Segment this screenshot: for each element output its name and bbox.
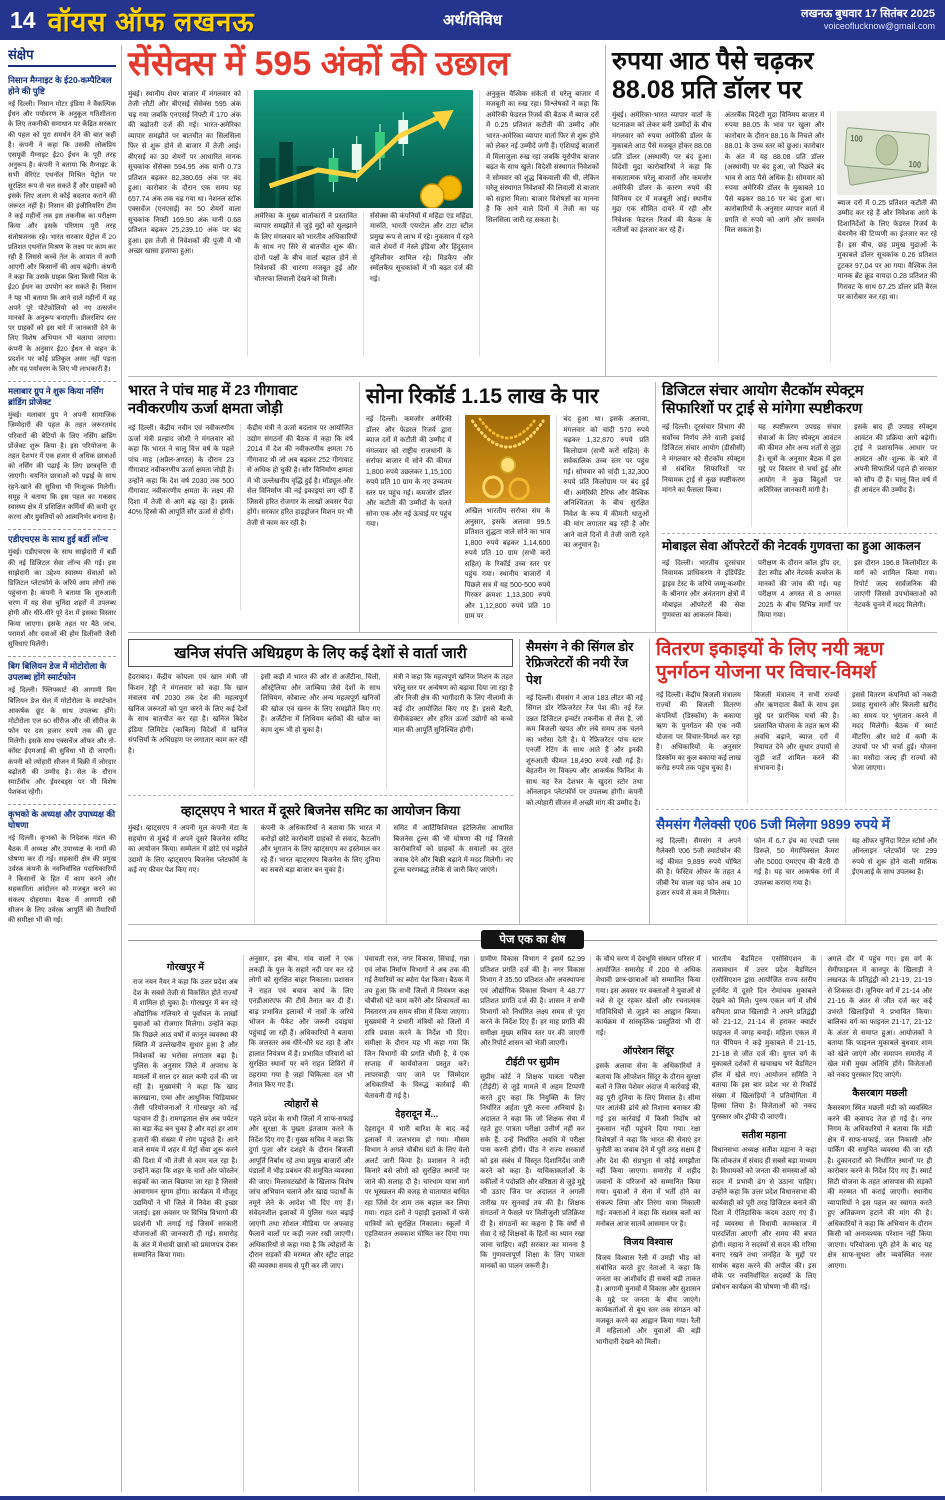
sensex-body	[128, 90, 599, 356]
discom-headline-line1: वितरण इकाइयों के लिए नयी ऋण	[656, 639, 884, 660]
gold-jewellery-image	[465, 415, 551, 503]
continued-paragraph: ग्रामीण विकास विभाग ने इसमें 62.99 प्रतिशत प्रगति दर्ज की है। नगर विकास विभाग ने 35.50 प्रतिशत और अवस्थापना एवं औद्योगिक विकास विभाग ने 48.77 प्रतिशत प्रगति दर्ज की है। शासन ने सभी विभागों को निर्धारित लक्ष्य समय से पूरा करने के निर्देश दिए हैं। हर माह प्रगति की समीक्षा मुख्य सचिव स्तर पर की जाएगी और रिपोर्ट शासन को भेजी जाएगी।	[480, 956, 585, 1047]
main-articles-area	[128, 45, 937, 1492]
article-text-column: केंद्रीय मंत्री ने ऊर्जा बदलाव पर आयोजित उद्योग संगठनों की बैठक में कहा कि वर्ष 2014 में देश की नवीकरणीय क्षमता 76 गीगावाट थी जो अब बढ़कर 252 गीगावाट से अधिक हो चुकी है। सौर विनिर्माण क्षमता में भी उल्लेखनीय वृद्धि हुई है। मॉड्यूल और सेल विनिर्माण की नई इकाइयां लग रही हैं जिससे हरित रोजगार के लाखों अवसर पैदा होंगे। सरकार हरित हाइड्रोजन मिशन पर भी तेजी से काम कर रही है।	[240, 424, 353, 610]
discom-body	[656, 691, 937, 803]
renewable-headline-line1: भारत ने पांच माह में 23 गीगावाट	[128, 383, 298, 399]
continued-paragraph: विजय विश्वास रैली में उमड़ी भीड़ को संबोधित करते हुए नेताओं ने कहा कि जनता का आशीर्वाद ही सबसे बड़ी ताकत है। आगामी चुनावों में विकास और सुशासन के मुद्दे पर जनता के बीच जाएंगे। कार्यकर्ताओं से बूथ स्तर तक संगठन को मजबूत करने का आह्वान किया गया। रैली में महिलाओं और युवाओं की बड़ी भागीदारी देखने को मिली।	[595, 1254, 701, 1346]
brief-headline: निसान मैग्नाइट के ई20-कम्पैटिबल होने की पुष्टि	[8, 75, 112, 97]
article-text-column: कंपनी के अधिकारियों ने बताया कि भारत में करोड़ों छोटे कारोबारी ग्राहकों से संवाद, कैटलॉग और भुगतान के लिए व्हाट्सएप का इस्तेमाल कर रहे हैं। भारत व्हाट्सएप बिजनेस के लिए दुनिया का सबसे बड़ा बाजार बन चुका है।	[254, 824, 381, 924]
brief-item	[8, 657, 116, 805]
article-renewable-energy	[128, 382, 360, 632]
second-story-row	[128, 377, 937, 633]
brief-body: मुंबई। मलाबार ग्रुप ने अपनी सामाजिक जिम्मेदारी की पहल के तहत जरूरतमंद परिवारों की बेटियों के लिए नर्सिंग ब्रांडिंग प्रोजेक्ट शुरू किया है। इस परियोजना के तहत देशभर में एक हजार से अधिक छात्राओं को नर्सिंग की पढ़ाई के लिए छात्रवृत्ति दी जाएगी। चयनित छात्राओं को पढ़ाई के साथ रहने-खाने की सुविधा भी निःशुल्क मिलेगी। समूह ने बताया कि इस पहल का मकसद स्वास्थ्य क्षेत्र में प्रशिक्षित कर्मियों की कमी दूर करना और युवतियों को आत्मनिर्भर बनाना है।	[8, 412, 116, 522]
brief-headline: एडीएचएस के साथ हुई बर्डी लॉन्च	[8, 534, 109, 545]
whatsapp-headline: व्हाट्सएप ने भारत में दूसरे बिजनेस समिट का आयोजन किया	[128, 795, 513, 819]
continued-subhead: विजय विश्वास	[623, 1237, 673, 1249]
continued-subhead: सतीश महाना	[741, 1130, 787, 1141]
continued-column	[706, 955, 822, 1492]
article-dcc-and-network	[656, 382, 937, 632]
network-body	[662, 559, 937, 632]
article-text-column: अमेरिका के मुख्य वार्ताकारों ने प्रस्तावित व्यापार समझौते से जुड़े मुद्दों को सुलझाने के लिए मंगलवार को भारतीय अधिकारियों के साथ नए सिरे से बातचीत शुरू की। दोनों पक्षों के बीच वार्ता बहाल होने से निवेशकों की धारणा मजबूत हुई और चौतरफा लिवाली देखने को मिली।	[254, 212, 357, 283]
brief-headline: कृभको के अध्यक्ष और उपाध्यक्ष की घोषणा	[8, 809, 116, 831]
article-text-column: नई दिल्ली। भारतीय दूरसंचार नियामक प्राधिकरण ने इंडिपेंडेंट ड्राइव टेस्ट के जरिये जम्मू-कश्मीर के श्रीनगर और अनंतनाग क्षेत्रों में मोबाइल ऑपरेटरों की सेवा गुणवत्ता का आकलन किया।	[662, 559, 745, 620]
network-headline: मोबाइल सेवा ऑपरेटरों की नेटवर्क गुणवत्ता का हुआ आकलन	[662, 533, 937, 555]
minerals-headline: खनिज संपत्ति अधिग्रहण के लिए कई देशों से वार्ता जारी	[128, 639, 513, 667]
discom-headline	[656, 639, 937, 685]
rupee-image-column	[830, 111, 937, 363]
continued-column	[358, 955, 474, 1492]
article-text-column: इसके बाद ही उपग्रह स्पेक्ट्रम आवंटन की प्रक्रिया आगे बढ़ेगी। ट्राई ने प्रशासनिक आधार पर आवंटन और शुल्क के बारे में अपनी सिफारिशें पहले ही सरकार को सौंप दी हैं। चालू वित्त वर्ष में ही आवंटन की उम्मीद है।	[847, 423, 937, 527]
briefs-column	[8, 45, 122, 1492]
brief-item	[8, 530, 116, 657]
continued-label: पेज एक का शेष	[481, 930, 583, 949]
article-text-column: मंत्री ने कहा कि महत्वपूर्ण खनिज मिशन के तहत घरेलू स्तर पर अन्वेषण को बढ़ावा दिया जा रहा है और निजी क्षेत्र की भागीदारी के लिए नीलामी के कई दौर आयोजित किए गए हैं। इससे बैटरी, सेमीकंडक्टर और हरित ऊर्जा उद्योगों को कच्चे माल की आपूर्ति सुनिश्चित होगी।	[386, 673, 513, 789]
continued-paragraph: इसके अलावा सेना के अधिकारियों ने बताया कि ऑपरेशन सिंदूर के दौरान सुरक्षा बलों ने जिस पेशेवर अंदाज में कार्रवाई की, वह पूरी दुनिया के लिए मिसाल है। सीमा पार आतंकी ढांचे को निशाना बनाकर की गई इस कार्रवाई में किसी निर्दोष को नुकसान नहीं पहुंचने दिया गया। रक्षा विशेषज्ञों ने कहा कि भारत की सेनाएं हर चुनौती का जवाब देने में पूरी तरह सक्षम हैं और देश की संप्रभुता से कोई समझौता नहीं किया जाएगा। समारोह में शहीद जवानों के परिजनों को सम्मानित किया गया। युवाओं ने सेना में भर्ती होने का संकल्प लिया और तिरंगा यात्रा निकाली गई। वक्ताओं ने कहा कि सशस्त्र बलों का मनोबल आज सातवें आसमान पर है।	[595, 1063, 701, 1228]
contact-email: voiceoflucknow@gmail.com	[823, 21, 935, 32]
sensex-middle-columns	[254, 212, 473, 356]
whatsapp-body	[128, 824, 513, 924]
page-content	[0, 40, 945, 1492]
sensex-headline: सेंसेक्स में 595 अंकों की उछाल	[128, 45, 510, 83]
renewable-body	[128, 424, 353, 610]
continued-paragraph: पहले प्रदेश के सभी जिलों में साफ-सफाई और सुरक्षा के पुख्ता इंतजाम करने के निर्देश दिए गए हैं। मुख्य सचिव ने कहा कि दुर्गा पूजा और दशहरे के दौरान बिजली आपूर्ति निर्बाध रहे तथा प्रमुख बाजारों और पंडालों में भीड़ प्रबंधन की समुचित व्यवस्था की जाए। मिलावटखोरों के खिलाफ विशेष जांच अभियान चलाने और खाद्य पदार्थों के नमूने लेने के आदेश भी दिए गए हैं। संवेदनशील इलाकों में पुलिस गश्त बढ़ाई जाएगी तथा सोशल मीडिया पर अफवाह फैलाने वालों पर कड़ी नजर रखी जाएगी। अधिकारियों से कहा गया है कि त्योहारों के दौरान सड़कों की मरम्मत और स्ट्रीट लाइट की व्यवस्था समय से पूरी कर ली जाए।	[248, 1115, 354, 1270]
dateline-block	[801, 8, 935, 33]
minerals-body	[128, 673, 513, 789]
continued-paragraph: देहरादून में भारी बारिश के बाद कई इलाकों में जलभराव हो गया। मौसम विभाग ने अगले चौबीस घंटों के लिए येलो अलर्ट जारी किया है। प्रशासन ने नदी किनारे बसे लोगों को सुरक्षित स्थानों पर जाने की सलाह दी है। चारधाम यात्रा मार्ग पर भूस्खलन की वजह से यातायात बाधित रहा जिसे देर शाम तक बहाल कर लिया गया। राहत दलों ने पहाड़ी इलाकों में फंसे यात्रियों को सुरक्षित निकाला। स्कूलों में एहतियातन अवकाश घोषित कर दिया गया है।	[364, 1126, 470, 1249]
brief-item	[8, 71, 116, 382]
article-text-column: नई दिल्ली। दूरसंचार विभाग की सर्वोच्च निर्णय लेने वाली इकाई डिजिटल संचार आयोग (डीसीसी) ने मंगलवार को सैटकॉम स्पेक्ट्रम से संबंधित सिफारिशों पर नियामक ट्राई से कुछ स्पष्टीकरण मांगने का फैसला किया।	[662, 424, 745, 495]
article-minerals-and-whatsapp	[128, 639, 520, 924]
continued-paragraph: भारतीय बैडमिंटन एसोसिएशन के तत्वावधान में उत्तर प्रदेश बैडमिंटन एसोसिएशन द्वारा आयोजित राज्य स्तरीय टूर्नामेंट में दूसरे दिन रोमांचक मुकाबले देखने को मिले। पुरुष एकल वर्ग में शीर्ष वरीयता प्राप्त खिलाड़ी ने अपने प्रतिद्वंद्वी को 21-12, 21-14 से हराकर क्वार्टर फाइनल में जगह बनाई। महिला एकल में गत चैंपियन ने कड़े मुकाबले में 21-15, 21-18 से जीत दर्ज की। युगल वर्ग के मुकाबले दर्शकों से खचाखच भरे बैडमिंटन हॉल में खेले गए। आयोजन समिति ने बताया कि इस बार प्रदेश भर से रिकॉर्ड संख्या में खिलाड़ियों ने प्रतियोगिता में हिस्सा लिया है। विजेताओं को नकद पुरस्कार और ट्रॉफी दी जाएगी।	[711, 956, 817, 1121]
galaxy-body	[656, 837, 937, 924]
article-discom-and-galaxy	[650, 639, 937, 924]
brief-headline: मलाबार ग्रुप ने शुरू किया नर्सिंग ब्रांडिंग प्रोजेक्ट	[8, 386, 104, 408]
renewable-headline-line2: नवीकरणीय ऊर्जा क्षमता जोड़ी	[128, 401, 283, 418]
bottom-border	[0, 1496, 945, 1500]
briefs-header: संक्षेप	[8, 45, 116, 67]
dcc-headline-line1: डिजिटल संचार आयोग सैटकॉम स्पेक्ट्रम	[662, 383, 864, 399]
article-samsung-fridge	[520, 639, 650, 924]
article-text-column: फोन में 6.7 इंच का एचडी प्लस डिस्प्ले, 50 मेगापिक्सल कैमरा और 5000 एमएएच की बैटरी दी गई है। यह चार आकर्षक रंगों में उपलब्ध कराया गया है।	[747, 837, 839, 924]
continued-paragraph: अगले दौर में पहुंच गए। इस वर्ग के सेमीफाइनल में कानपुर के खिलाड़ी ने लखनऊ के प्रतिद्वंद्वी को 21-19, 21-19 से शिकस्त दी। जूनियर वर्ग में 21-14 और 21-16 के अंतर से जीत दर्ज कर कई उभरते खिलाड़ियों ने प्रभावित किया। बालिका वर्ग का फाइनल 21-17, 21-12 के अंतर से समाप्त हुआ। आयोजकों ने बताया कि फाइनल मुकाबले बुधवार शाम को खेले जाएंगे और समापन समारोह में खेल मंत्री मुख्य अतिथि होंगे। विजेताओं को नकद पुरस्कार दिए जाएंगे।	[827, 956, 933, 1079]
dateline: लखनऊ बुधवार 17 सितंबर 2025	[801, 7, 935, 20]
continued-subhead: टीईटी पर सुप्रीम	[505, 1056, 560, 1068]
gold-headline: सोना रिकॉर्ड 1.15 लाख के पार	[366, 385, 599, 408]
top-story-row	[128, 45, 937, 377]
continued-from-page-one	[128, 925, 937, 1492]
continued-subhead: गोरखपुर में	[166, 962, 204, 973]
article-text-column: समिट में आर्टिफिशियल इंटेलिजेंस आधारित बिजनेस टूल्स की भी घोषणा की गई जिससे कारोबारियों को ग्राहकों के सवालों का तुरंत जवाब देने और बिक्री बढ़ाने में मदद मिलेगी। नए टूल्स चरणबद्ध तरीके से जारी किए जाएंगे।	[386, 824, 513, 924]
rupee-body	[612, 111, 937, 363]
sensex-image-and-text	[247, 90, 473, 356]
continued-paragraph: के चौथे चरण में देवभूमि संस्थान परिसर में आयोजित समारोह में 200 से अधिक मेधावी छात्र-छात्राओं को सम्मानित किया गया। इस अवसर पर वक्ताओं ने युवाओं से नशे से दूर रहकर खेलों और रचनात्मक गतिविधियों से जुड़ने का आह्वान किया। कार्यक्रम में सांस्कृतिक प्रस्तुतियां भी दी गईं।	[595, 956, 701, 1037]
article-sensex	[128, 45, 606, 376]
continued-column	[590, 955, 706, 1492]
gold-body	[366, 415, 649, 623]
article-text-column: मुंबई। व्हाट्सएप ने अपनी मूल कंपनी मेटा के सहयोग से मुंबई में अपने दूसरे बिजनेस समिट का आयोजन किया। सम्मेलन में छोटे एवं मझोले उद्यमों के लिए व्हाट्सएप बिजनेस प्लेटफॉर्म के कई नए फीचर पेश किए गए।	[128, 825, 248, 874]
article-text-column: अखिल भारतीय सर्राफा संघ के अनुसार, इसके अलावा 99.5 प्रतिशत शुद्धता वाले सोने का भाव 1,800 रुपये बढ़कर 1,14,600 रुपये प्रति 10 ग्राम (सभी करों सहित) के रिकॉर्ड उच्च स्तर पर पहुंच गया। स्थानीय बाजारों में पिछले सत्र में यह 500-500 रुपये गिरकर क्रमशः 1,13,300 रुपये और 1,12,800 रुपये प्रति 10 ग्राम पर	[464, 508, 551, 620]
continued-subhead: कैसरबाग मछली	[852, 1088, 908, 1099]
continued-column	[474, 955, 590, 1492]
renewable-headline	[128, 382, 353, 418]
article-text-column: नई दिल्ली। सैमसंग ने अपने गैलेक्सी ए06 5जी स्मार्टफोन की नई कीमत 9,899 रुपये घोषित की है। फेस्टिव ऑफर के तहत 4 जीबी रैम वाला यह फोन अब 10 हजार रुपये से कम में मिलेगा।	[656, 837, 741, 898]
brief-item	[8, 382, 116, 530]
continued-columns	[128, 955, 937, 1492]
dollar-denomination: 100	[908, 158, 922, 170]
article-text-column: हैदराबाद। केंद्रीय कोयला एवं खान मंत्री जी किशन रेड्डी ने मंगलवार को कहा कि खान मंत्रालय वर्ष 2030 तक देश की महत्वपूर्ण खनिज जरूरतों को पूरा करने के लिए कई देशों के साथ बातचीत कर रहा है। खनिज बिदेश इंडिया लिमिटेड (काबिल) विदेशों में खनिज संपत्तियों के अधिग्रहण पर लगातार काम कर रही है।	[128, 674, 248, 755]
continued-paragraph: सुप्रीम कोर्ट ने शिक्षक पात्रता परीक्षा (टीईटी) से जुड़े मामले में अहम टिप्पणी करते हुए कहा कि नियुक्ति के लिए निर्धारित अर्हता पूरी करना अनिवार्य है। अदालत ने कहा कि जो शिक्षक सेवा में रहते हुए पात्रता परीक्षा उत्तीर्ण नहीं कर सके हैं, उन्हें निर्धारित अवधि में परीक्षा पास करनी होगी। पीठ ने राज्य सरकारों को इस संबंध में विस्तृत दिशानिर्देश जारी करने को कहा है। याचिकाकर्ताओं के वकीलों ने पदोन्नति और वरिष्ठता से जुड़े मुद्दे भी उठाए जिन पर अदालत ने अगली तारीख पर सुनवाई तय की है। शिक्षक संगठनों ने फैसले पर मिलीजुली प्रतिक्रिया दी है। संगठनों का कहना है कि वर्षों से सेवा दे रहे शिक्षकों के हितों का ध्यान रखा जाना चाहिए। वहीं सरकार का मानना है कि गुणवत्तापूर्ण शिक्षा के लिए पात्रता मानकों का पालन जरूरी है।	[480, 1073, 585, 1270]
continued-divider	[128, 930, 937, 949]
continued-column	[128, 955, 243, 1492]
article-text-column: यह स्पष्टीकरण उपग्रह संचार सेवाओं के लिए स्पेक्ट्रम आवंटन की कीमत और अन्य शर्तों से जुड़ा है। सूत्रों के अनुसार बैठक में इस मुद्दे पर विस्तार से चर्चा हुई और आयोग ने कुछ बिंदुओं पर अतिरिक्त जानकारी मांगी है।	[751, 423, 841, 527]
article-text-column: इस दौरान 196.8 किलोमीटर के मार्ग को शामिल किया गया। रिपोर्ट जल्द सार्वजनिक की जाएगी जिससे उपभोक्ताओं को नेटवर्क चुनने में मदद मिलेगी।	[847, 559, 937, 632]
continued-paragraph: राज नयन नैयर ने कहा कि उत्तर प्रदेश अब देश के सबसे तेजी से विकसित होते राज्यों में शामिल हो चुका है। गोरखपुर में बन रहे औद्योगिक गलियारे से पूर्वांचल के लाखों युवाओं को रोजगार मिलेगा। उन्होंने कहा कि पिछले आठ वर्षों में कानून व्यवस्था की स्थिति में उल्लेखनीय सुधार हुआ है और निवेशकों का भरोसा लगातार बढ़ा है। पुलिस के अनुसार जिले में अपराध के मामलों में साल दर साल कमी दर्ज की जा रही है। मुख्यमंत्री ने कहा कि खाद कारखाना, एम्स और आधुनिक चिड़ियाघर जैसी परियोजनाओं ने गोरखपुर को नई पहचान दी है। रामगढ़ताल क्षेत्र अब पर्यटन का बड़ा केंद्र बन चुका है और यहां हर शाम हजारों की संख्या में लोग पहुंचते हैं। आने वाले समय में शहर में मेट्रो सेवा शुरू करने की दिशा में भी तेजी से काम चल रहा है। उन्होंने कहा कि शहर के चारों ओर फोरलेन सड़कों का जाल बिछाया जा रहा है जिससे आवागमन सुगम होगा। कार्यक्रम में मौजूद उद्यमियों ने भी जिले में निवेश की इच्छा जताई। इस अवसर पर विभिन्न विभागों की प्रदर्शनी भी लगाई गई जिसमें सरकारी योजनाओं की जानकारी दी गई। समारोह के अंत में मेधावी छात्रों को प्रमाणपत्र देकर सम्मानित किया गया।	[133, 979, 238, 1260]
masthead-bar	[0, 0, 945, 40]
page-number: 14	[10, 6, 36, 33]
article-text-column: मुंबई। अमेरिका-भारत व्यापार वार्ता के घटनाक्रम को लेकर बनी उम्मीदों के बीच मंगलवार को रुपया अमेरिकी डॉलर के मुकाबले आठ पैसे मजबूत होकर 88.08 प्रति डॉलर (अस्थायी) पर बंद हुआ। विदेशी मुद्रा कारोबारियों ने कहा कि सकारात्मक घरेलू बाजारों और कमजोर अमेरिकी डॉलर के कारण रुपये की विनिमय दर में मजबूती आई। स्थानीय मुद्रा एक सीमित दायरे में रही और निवेशक फेडरल रिजर्व की बैठक के नतीजों का इंतजार कर रहे हैं।	[612, 111, 712, 234]
gold-image-column	[458, 415, 551, 623]
continued-paragraph: विधानसभा अध्यक्ष सतीश महाना ने कहा कि लोकतंत्र में संवाद ही सबसे बड़ा माध्यम है। विधायकों को जनता की समस्याओं को सदन में प्रभावी ढंग से उठाना चाहिए। उन्होंने कहा कि उत्तर प्रदेश विधानसभा की कार्यवाही को पूरी तरह डिजिटल बनाने की दिशा में ऐतिहासिक कदम उठाए गए हैं। नई व्यवस्था से विधायी कामकाज में पारदर्शिता आएगी और समय की बचत होगी। महाना ने सदस्यों से सदन की गरिमा बनाए रखने तथा जनहित के मुद्दों पर सार्थक बहस करने की अपील की। इस मौके पर नवनिर्वाचित सदस्यों के लिए प्रबोधन कार्यक्रम की घोषणा भी की गई।	[711, 1147, 817, 1291]
article-text-column: ब्याज दरों में 0.25 प्रतिशत कटौती की उम्मीद कर रहे हैं और निवेशक आगे के दिशानिर्देशों के लिए फेडरल रिजर्व के चेयरमैन की टिप्पणी का इंतजार कर रहे हैं। इस बीच, छह प्रमुख मुद्राओं के मुकाबले डॉलर सूचकांक 0.26 प्रतिशत टूटकर 97.04 पर आ गया। वैश्विक तेल मानक ब्रेंट क्रूड वायदा 0.28 प्रतिशत की गिरावट के साथ 67.25 डॉलर प्रति बैरल पर कारोबार कर रहा था।	[837, 199, 937, 301]
article-text-column: नई दिल्ली। सैमसंग ने आज 183 लीटर की नई सिंगल डोर रेफ्रिजरेटर रेंज पेश की। नई रेंज उन्नत डिजिटल इन्वर्टर तकनीक से लैस है, जो कम बिजली खपत और लंबे समय तक चलने का भरोसा देती है। ये रेफ्रिजरेटर पांच स्टार एनर्जी रेटिंग के साथ आते हैं और इनकी शुरुआती कीमत 18,490 रुपये रखी गई है। बेहतरीन रंग विकल्प और आकर्षक फिनिश के साथ यह रेंज देशभर के खुदरा स्टोर तथा ऑनलाइन प्लेटफॉर्म पर उपलब्ध होगी। कंपनी को त्योहारी सीजन में अच्छी मांग की उम्मीद है।	[526, 694, 643, 807]
third-story-row	[128, 633, 937, 925]
discom-headline-line2: पुनर्गठन योजना पर विचार-विमर्श	[656, 661, 876, 683]
rupee-headline-line1: रुपया आठ पैसे चढ़कर	[612, 47, 814, 75]
article-text-column: अंतरबैंक विदेशी मुद्रा विनिमय बाजार में रुपया 88.05 के भाव पर खुला और कारोबार के दौरान 88.16 के निचले और 88.01 के उच्च स्तर को छुआ। कारोबार के अंत में यह 88.08 प्रति डॉलर (अस्थायी) पर बंद हुआ, जो पिछले बंद भाव से आठ पैसे अधिक है। सोमवार को रुपया अमेरिकी डॉलर के मुकाबले 10 पैसे बढ़कर 88.16 पर बंद हुआ था। कारोबारियों के अनुसार व्यापार वार्ता में प्रगति से रुपये को आगे और समर्थन मिल सकता है।	[718, 111, 825, 363]
article-text-column: बिजली मंत्रालय ने सभी राज्यों और ऋणदाता बैंकों के साथ इस मुद्दे पर प्रारंभिक चर्चा की है। प्रस्तावित योजना के तहत ऋण की अवधि बढ़ाने, ब्याज दरों में रियायत देने और सुधार उपायों से जुड़ी शर्तें शामिल करने की संभावना है।	[747, 691, 839, 803]
article-text-column: नई दिल्ली। केंद्रीय नवीन एवं नवीकरणीय ऊर्जा मंत्री प्रल्हाद जोशी ने मंगलवार को कहा कि भारत ने चालू वित्त वर्ष के पहले पांच माह (अप्रैल-अगस्त) के दौरान 23 गीगावाट नवीकरणीय ऊर्जा क्षमता जोड़ी है। उन्होंने कहा कि देश वर्ष 2030 तक 500 गीगावाट नवीकरणीय क्षमता के लक्ष्य की दिशा में तेजी से आगे बढ़ रहा है। इसके 40% हिस्से की आपूर्ति सौर ऊर्जा से होगी।	[128, 425, 234, 517]
article-rupee	[606, 45, 937, 376]
galaxy-headline: सैमसंग गैलेक्सी ए06 5जी मिलेगा 9899 रुपये में	[656, 809, 937, 833]
fridge-headline: सैमसंग ने की सिंगल डोर रेफ्रिजरेटरों की नयी रेंज पेश	[526, 640, 634, 687]
article-text-column: अनुकूल वैश्विक संकेतों से घरेलू बाजार में मजबूती का रुख रहा। विश्लेषकों ने कहा कि अमेरिकी फेडरल रिजर्व की बैठक में ब्याज दरों में 0.25 प्रतिशत कटौती की उम्मीद और भारत-अमेरिका व्यापार वार्ता फिर से शुरू होने को लेकर नई उम्मीदें जगी हैं। एशियाई बाजारों में मिलाजुला रुख रहा जबकि यूरोपीय बाजार बढ़त के साथ खुले। विदेशी संस्थागत निवेशकों ने सोमवार को शुद्ध बिकवाली की थी, लेकिन घरेलू संस्थागत निवेशकों की लिवाली से बाजार को सहारा मिला। बाजार विशेषज्ञों का मानना है कि आने वाले दिनों में तेजी का यह सिलसिला जारी रह सकता है।	[479, 90, 599, 356]
article-text-column: बंद हुआ था। इसके अलावा, मंगलवार को चांदी 570 रुपये चढ़कर 1,32,870 रुपये प्रति किलोग्राम (सभी करों सहित) के सर्वकालिक उच्च स्तर पर पहुंच गई। सोमवार को चांदी 1,32,300 रुपये प्रति किलोग्राम पर बंद हुई थी। अमेरिकी टैरिफ और वैश्विक अनिश्चितता के बीच सुरक्षित निवेश के रूप में कीमती धातुओं की मांग लगातार बढ़ रही है और आने वाले दिनों में तेजी जारी रहने का अनुमान है।	[556, 415, 649, 623]
dcc-headline	[662, 382, 937, 418]
article-text-column: इसी कड़ी में भारत की ओर से अर्जेंटीना, चिली, ऑस्ट्रेलिया और जाम्बिया जैसे देशों के साथ लिथियम, कोबाल्ट और अन्य महत्वपूर्ण खनिजों की खोज एवं खनन के लिए समझौते किए गए हैं। अर्जेंटीना में लिथियम ब्लॉकों की खोज का काम शुरू भी हो चुका है।	[254, 673, 381, 789]
stock-market-image	[254, 90, 473, 208]
article-text-column: नई दिल्ली। केंद्रीय बिजली मंत्रालय राज्यों की बिजली वितरण कंपनियों (डिस्कॉम) के बकाया ऋण के पुनर्गठन की एक नयी योजना पर विचार-विमर्श कर रहा है। अधिकारियों के अनुसार डिस्कॉम का कुल बकाया कई लाख करोड़ रुपये तक पहुंच चुका है।	[656, 691, 741, 773]
continued-paragraph: अनुसार, इस बीच, गांव वालों ने एक लकड़ी के पुल के सहारे नदी पार कर रहे लोगों को सुरक्षित बाहर निकाला। प्रशासन ने राहत एवं बचाव कार्य के लिए एनडीआरएफ की टीमें तैनात कर दी हैं। बाढ़ प्रभावित इलाकों में नावों के जरिये भोजन के पैकेट और जरूरी दवाइयां पहुंचाई जा रही हैं। अधिकारियों ने बताया कि जलस्तर अब धीरे-धीरे घट रहा है और हालात नियंत्रण में हैं। प्रभावित परिवारों को सुरक्षित स्थानों पर बने राहत शिविरों में ठहराया गया है जहां चिकित्सा दल भी तैनात किए गए हैं।	[248, 956, 354, 1089]
article-text-column: परीक्षण के दौरान कॉल ड्रॉप दर, डेटा स्पीड और नेटवर्क कवरेज के मानकों की जांच की गई। यह परीक्षण 4 अगस्त से 8 अगस्त 2025 के बीच विभिन्न मार्गों पर किया गया।	[751, 559, 841, 632]
dcc-body	[662, 423, 937, 527]
article-text-column: सेंसेक्स की कंपनियों में महिंद्रा एंड महिंद्रा, मारुति, भारती एयरटेल और टाटा स्टील प्रमुख रूप से लाभ में रहे। नुकसान में रहने वाले शेयरों में नेस्ले इंडिया और हिंदुस्तान यूनिलीवर शामिल रहे। मिडकैप और स्मॉलकैप सूचकांकों में भी बढ़त दर्ज की गई।	[363, 212, 473, 356]
continued-subhead: देहरादून में...	[395, 1109, 439, 1120]
brief-item	[8, 805, 116, 932]
dollar-denomination: 100	[850, 132, 864, 144]
article-gold-record	[360, 382, 656, 632]
brief-body: नई दिल्ली। कृभको के निदेशक मंडल की बैठक में अध्यक्ष और उपाध्यक्ष के नामों की घोषणा कर दी गई। सहकारी क्षेत्र की प्रमुख उर्वरक कंपनी के नवनिर्वाचित पदाधिकारियों ने किसानों के हित में काम करने और सहकारिता आंदोलन को मजबूत करने का संकल्प दोहराया। बैठक में आगामी रबी सीजन के लिए उर्वरक आपूर्ति की तैयारियों की समीक्षा भी की गई।	[8, 835, 116, 924]
dollar-notes-image	[837, 111, 937, 195]
continued-subhead: ऑपरेशन सिंदूर	[622, 1046, 674, 1057]
article-text-column: यह ऑफर चुनिंदा रिटेल स्टोर्स और ऑनलाइन प्लेटफॉर्म पर 299 रुपये से शुरू होने वाली मासिक ईएमआई के साथ उपलब्ध है।	[845, 837, 937, 924]
brief-body: मुंबई। एडीएचएस के साथ साझेदारी में बर्डी की नई डिजिटल सेवा लॉन्च की गई। इस साझेदारी का उद्देश्य स्वास्थ्य सेवाओं को डिजिटल प्लेटफॉर्म के जरिये आम लोगों तक पहुंचाना है। कंपनी ने बताया कि शुरुआती चरण में यह सेवा चुनिंदा शहरों में उपलब्ध होगी और धीरे-धीरे पूरे देश में इसका विस्तार किया जाएगा। इसके तहत घर बैठे जांच, परामर्श और दवाओं की होम डिलीवरी जैसी सुविधाएं मिलेंगी।	[8, 549, 116, 649]
continued-subhead: त्योहारों से	[284, 1098, 318, 1110]
article-text-column: मुंबई। स्थानीय शेयर बाजार में मंगलवार को तेजी लौटी और बीएसई सेंसेक्स 595 अंक चढ़ गया जबकि एनएसई निफ्टी में 170 अंक की बढ़ोतरी दर्ज की गई। भारत-अमेरिका व्यापार समझौते पर बातचीत का सिलसिला फिर से शुरू होने से बाजार में तेजी आई। बीएसई का 30 शेयरों पर आधारित मानक सूचकांक सेंसेक्स 594.95 अंक यानी 0.73 प्रतिशत बढ़कर 82,380.69 अंक पर बंद हुआ। कारोबार के दौरान एक समय यह 657.74 अंक तक चढ़ गया था। नेशनल स्टॉक एक्सचेंज (एनएसई) का 50 शेयरों वाला सूचकांक निफ्टी 169.90 अंक यानी 0.68 प्रतिशत बढ़कर 25,239.10 अंक पर बंद हुआ। इस तेजी से निवेशकों की पूंजी में भी अच्छा खासा इजाफा हुआ।	[128, 90, 241, 256]
dcc-headline-line2: सिफारिशों पर ट्राई से मांगेगा स्पष्टीकरण	[662, 401, 863, 418]
article-text-column: इससे वितरण कंपनियों को नकदी प्रवाह सुधारने और बिजली खरीद का समय पर भुगतान करने में मदद मिलेगी। बैठक में स्मार्ट मीटरिंग और घाटे में कमी के उपायों पर भी चर्चा हुई। योजना का मसौदा जल्द ही राज्यों को भेजा जाएगा।	[845, 691, 937, 803]
rupee-headline-line2: 88.08 प्रति डॉलर पर	[612, 75, 802, 104]
section-label: अर्थ/विविध	[443, 12, 502, 29]
continued-paragraph: पंचायती राज, नगर विकास, सिंचाई, गन्ना एवं लोक निर्माण विभागों ने अब तक की गई तैयारियों का ब्योरा पेश किया। बैठक में तय हुआ कि सभी जिलों में नियंत्रण कक्ष चौबीसों घंटे काम करेंगे और शिकायतों का निस्तारण तय समय सीमा में किया जाएगा। मुख्यमंत्री ने प्रभारी मंत्रियों को जिलों में रात्रि प्रवास करने के निर्देश भी दिए। समीक्षा के दौरान यह भी कहा गया कि जिन विभागों की प्रगति धीमी है, वे एक सप्ताह में कार्ययोजना प्रस्तुत करें। लापरवाही पाए जाने पर जिम्मेदार अधिकारियों के विरुद्ध कार्रवाई की चेतावनी दी गई है।	[364, 956, 470, 1100]
brief-headline: बिग बिलियन डेज में मोटोरोला के उपलब्ध होंगे स्मार्टफोन	[8, 661, 107, 683]
continued-column	[821, 955, 937, 1492]
masthead-title: वॉयस ऑफ लखनऊ	[47, 6, 255, 37]
rupee-headline	[612, 47, 937, 105]
continued-column	[243, 955, 359, 1492]
continued-paragraph: कैसरबाग स्थित मछली मंडी को व्यवस्थित करने की कवायद तेज हो गई है। नगर निगम के अधिकारियों ने बताया कि मंडी क्षेत्र में साफ-सफाई, जल निकासी और पार्किंग की समुचित व्यवस्था की जा रही है। दुकानदारों को निर्धारित स्थानों पर ही कारोबार करने के निर्देश दिए गए हैं। स्मार्ट सिटी योजना के तहत आसपास की सड़कों की मरम्मत भी कराई जाएगी। स्थानीय व्यापारियों ने इस पहल का स्वागत करते हुए अतिक्रमण हटाने की मांग की है। अधिकारियों ने कहा कि अभियान के दौरान किसी को अनावश्यक परेशान नहीं किया जाएगा। परियोजना पूरी होने के बाद यह क्षेत्र साफ-सुथरा और व्यवस्थित नजर आएगा।	[827, 1105, 933, 1270]
article-text-column: नई दिल्ली। कमजोर अमेरिकी डॉलर और फेडरल रिजर्व द्वारा ब्याज दरों में कटौती की उम्मीद में मंगलवार को राष्ट्रीय राजधानी के सर्राफा बाजार में सोने की कीमत 1,800 रुपये उछलकर 1,15,100 रुपये प्रति 10 ग्राम के नए उच्चतम स्तर पर पहुंच गई। कमजोर डॉलर और कटौती की उम्मीदों के चलते सोना एक और नई ऊंचाई पर पहुंच गया।	[366, 416, 452, 528]
brief-body: नई दिल्ली। निसान मोटर इंडिया ने वैकल्पिक ईंधन और पर्यावरण के अनुकूल गतिशीलता के लिए तकनीकी समाधान पर केंद्रित सरकार की पहल को पूरा समर्थन देने की बात कही है। कंपनी ने कहा कि उसकी लोकप्रिय एसयूवी मैग्नाइट ई20 ईंधन के पूरी तरह अनुरूप है। कंपनी ने बताया कि मैग्नाइट के सभी वेरिएंट एथनॉल मिश्रित पेट्रोल पर सुरक्षित रूप से चल सकते हैं और ग्राहकों को इसके लिए अलग से कोई बदलाव कराने की जरूरत नहीं है। निसान की इंजीनियरिंग टीम ने कई महीनों तक इस तकनीक का परीक्षण किया और इसके परिणाम पूरी तरह संतोषजनक रहे। भारत सरकार पेट्रोल में 20 प्रतिशत एथनॉल मिश्रण के लक्ष्य पर काम कर रही है जिससे कच्चे तेल के आयात में कमी आएगी और किसानों की आय बढ़ेगी। कंपनी ने कहा कि उसके ग्राहक बिना किसी चिंता के ई20 ईंधन का उपयोग कर सकते हैं। निसान ने यह भी बताया कि आने वाले महीनों में वह अपने पूरे पोर्टफोलियो को नए उत्सर्जन मानकों के अनुरूप बनाएगी। डीलरशिप स्तर पर ग्राहकों को इस बारे में जानकारी देने के लिए विशेष अभियान भी चलाया जाएगा। कंपनी के अनुसार ई20 ईंधन से वाहन के प्रदर्शन पर कोई प्रतिकूल असर नहीं पड़ता और यह पर्यावरण के लिए भी लाभकारी है।	[8, 101, 116, 373]
brief-body: नई दिल्ली। फ्लिपकार्ट की आगामी बिग बिलियन डेज सेल में मोटोरोला के स्मार्टफोन आकर्षक छूट के साथ उपलब्ध होंगे। मोटोरोला एज 60 सीरीज और जी सीरीज के फोन पर दस हजार रुपये तक की छूट मिलेगी। इसके साथ एक्सचेंज ऑफर और नो-कॉस्ट ईएमआई की सुविधा भी दी जाएगी। कंपनी को त्योहारी सीजन में बिक्री में जोरदार बढ़ोतरी की उम्मीद है। सेल के दौरान स्मार्टवॉच और ईयरबड्स पर भी विशेष पेशकश रहेगी।	[8, 687, 116, 797]
